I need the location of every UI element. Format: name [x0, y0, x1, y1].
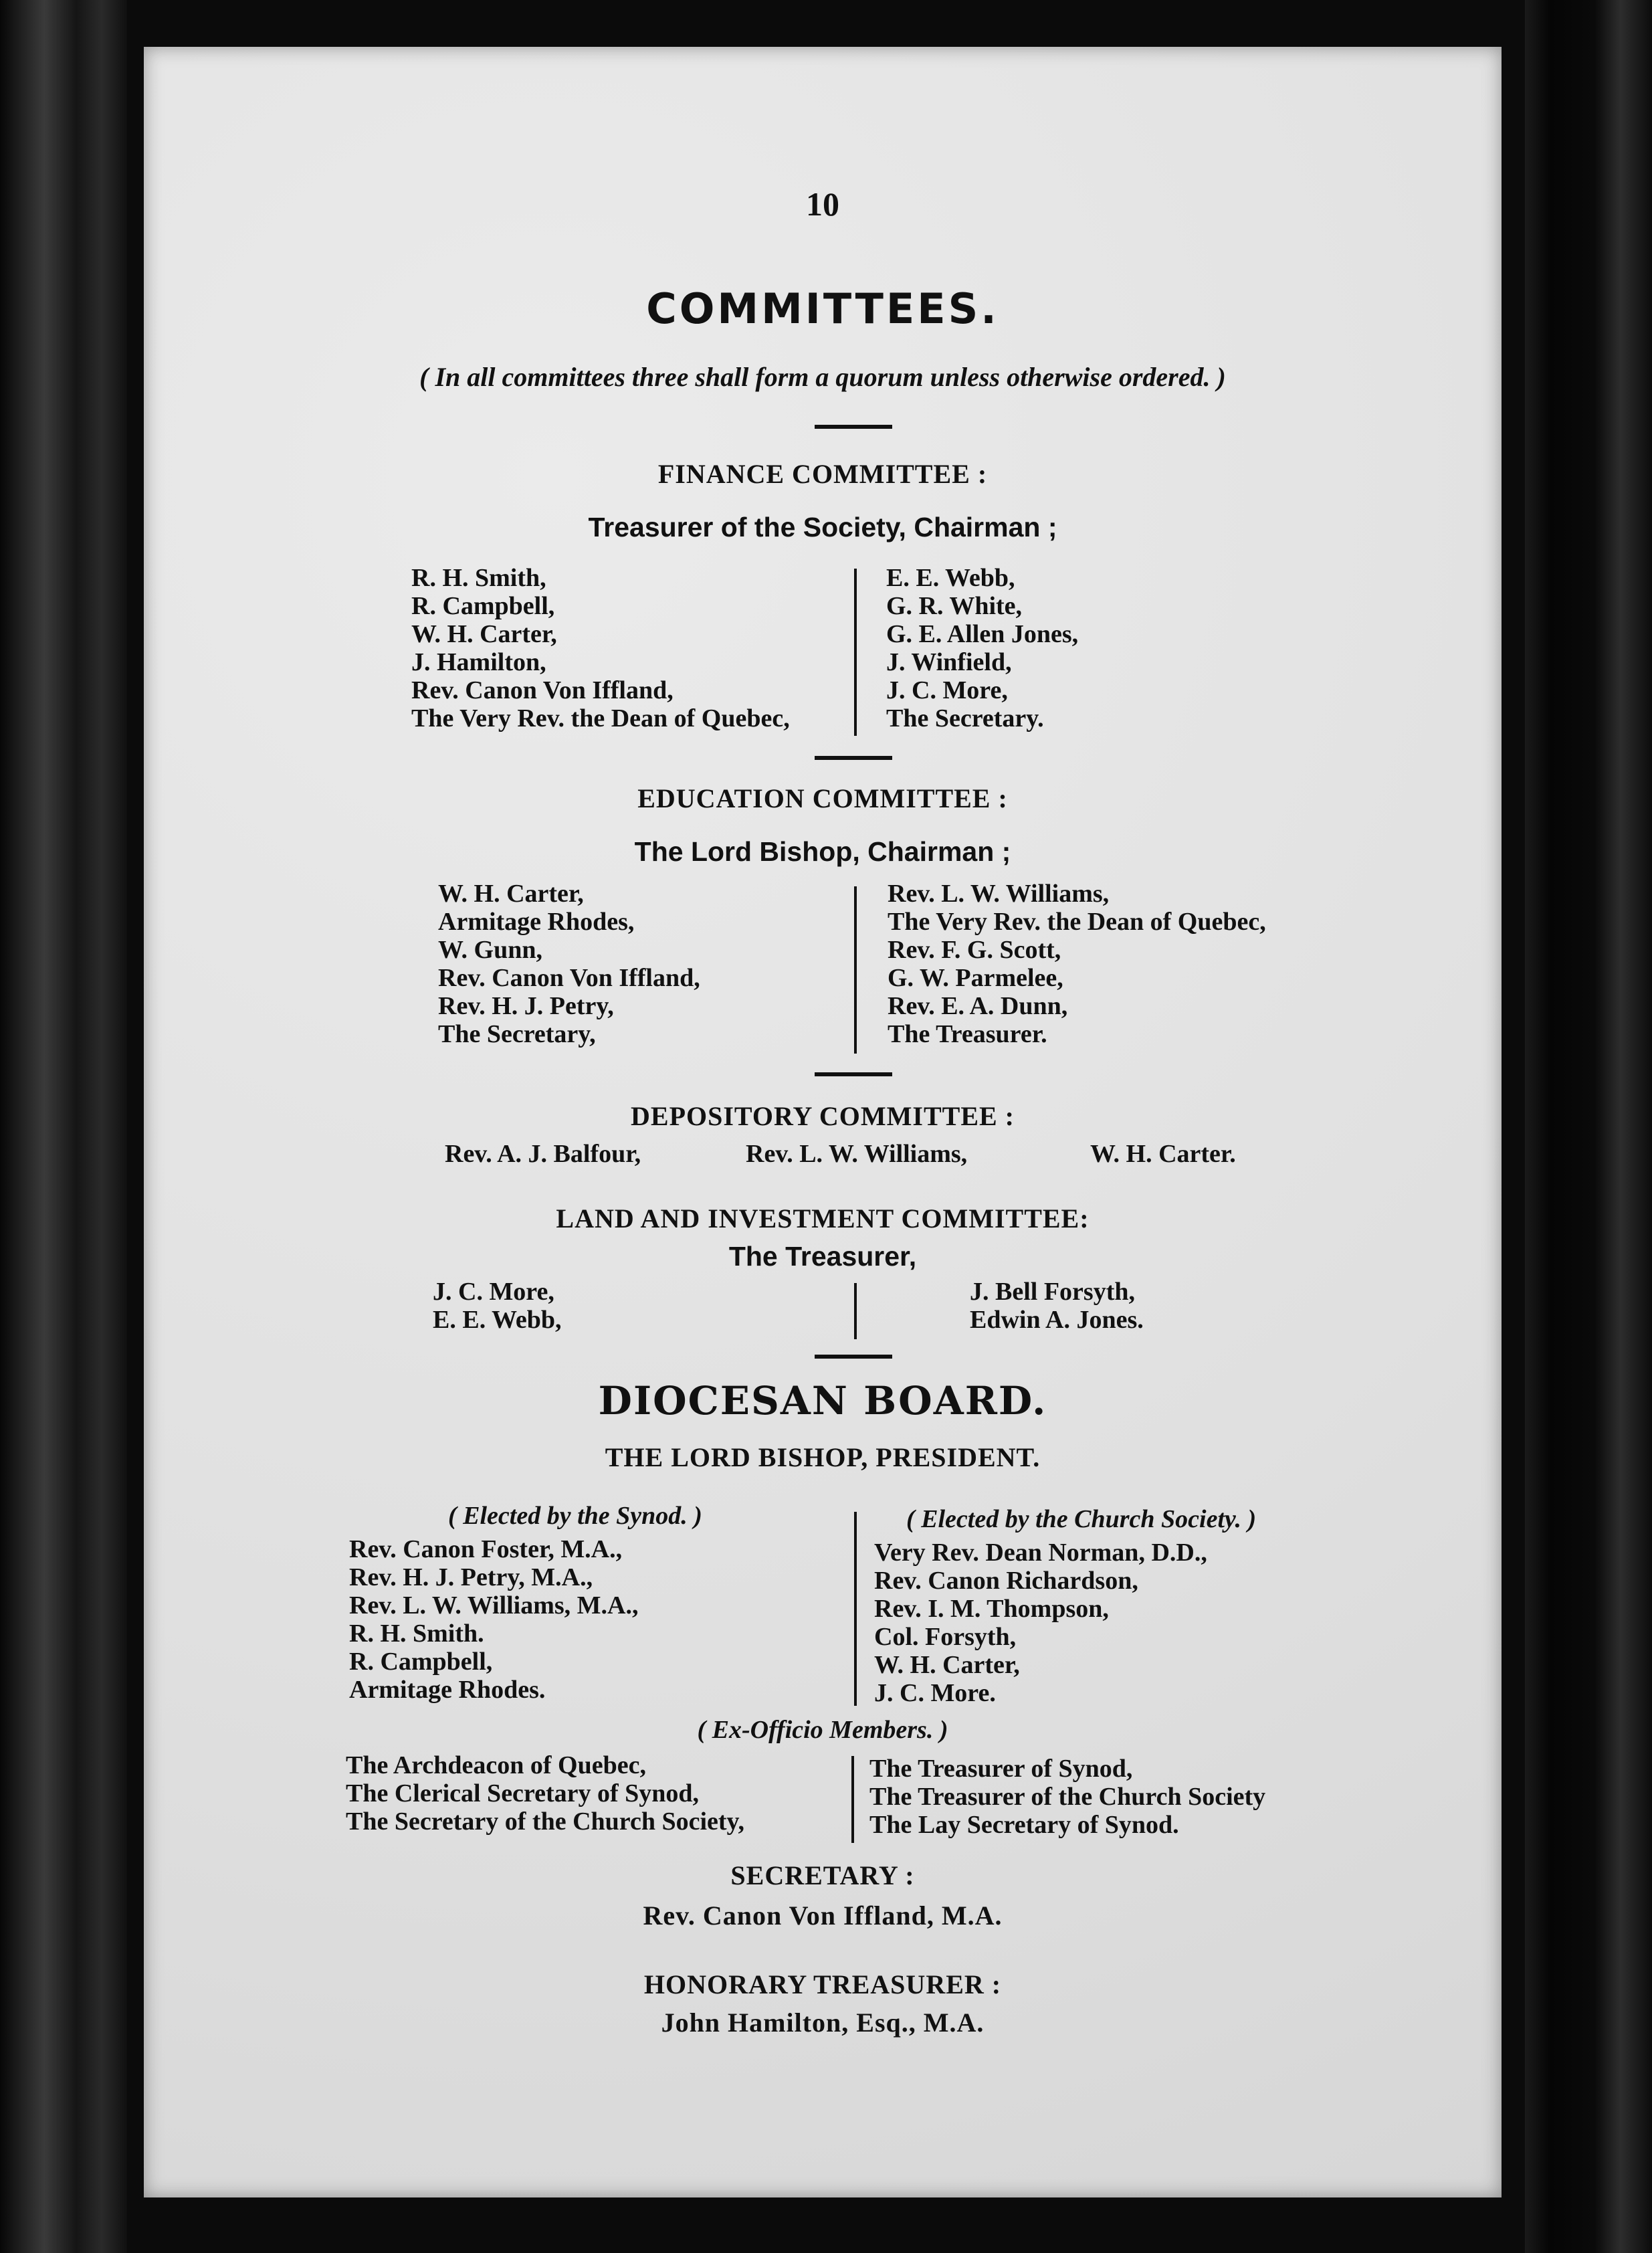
list-item: W. Gunn, [438, 936, 542, 964]
ex-officio-label: ( Ex-Officio Members. ) [697, 1716, 948, 1744]
land-left-members [433, 1278, 562, 1334]
depository-member: Rev. A. J. Balfour, [445, 1140, 641, 1168]
list-item: J. Bell Forsyth, [970, 1278, 1135, 1306]
board-title: DIOCESAN BOARD. [598, 1378, 1047, 1424]
list-item: W. H. Carter, [874, 1651, 1020, 1679]
document-page [144, 47, 1502, 2197]
list-item: Very Rev. Dean Norman, D.D., [874, 1539, 1207, 1567]
finance-left-members [411, 564, 790, 732]
list-item: J. Hamilton, [411, 648, 546, 676]
column-separator [851, 1756, 854, 1843]
list-item: W. H. Carter, [411, 620, 557, 648]
depository-heading: DEPOSITORY COMMITTEE : [631, 1101, 1015, 1131]
education-heading: EDUCATION COMMITTEE : [637, 783, 1008, 813]
synod-members [349, 1535, 639, 1704]
list-item: J. C. More, [886, 676, 1008, 704]
education-left-members [438, 880, 700, 1048]
list-item: The Very Rev. the Dean of Quebec, [411, 704, 790, 732]
list-item: Armitage Rhodes, [438, 908, 635, 936]
list-item: Rev. L. W. Williams, [888, 880, 1110, 908]
depository-member: W. H. Carter. [1090, 1140, 1236, 1168]
list-item: W. H. Carter, [438, 880, 584, 908]
list-item: The Clerical Secretary of Synod, [346, 1779, 700, 1807]
quorum-note: ( In all committees three shall form a quorum unless otherwise ordered. ) [419, 362, 1226, 392]
treasurer-heading: HONORARY TREASURER : [643, 1969, 1002, 1999]
list-item: The Treasurer of Synod, [869, 1755, 1133, 1783]
list-item: Rev. Canon Foster, M.A., [349, 1535, 623, 1563]
finance-chairman: Treasurer of the Society, Chairman ; [588, 512, 1057, 543]
list-item: Armitage Rhodes. [349, 1676, 546, 1704]
ex-officio-left [346, 1751, 744, 1836]
list-item: Rev. L. W. Williams, M.A., [349, 1591, 639, 1620]
list-item: J. C. More. [874, 1679, 996, 1707]
list-item: Rev. Canon Von Iffland, [411, 676, 674, 704]
page-title: COMMITTEES. [646, 284, 999, 333]
list-item: The Secretary, [438, 1020, 596, 1048]
synod-label: ( Elected by the Synod. ) [448, 1502, 702, 1530]
board-president: THE LORD BISHOP, PRESIDENT. [605, 1442, 1041, 1472]
education-right-members [888, 880, 1266, 1048]
divider [815, 1355, 892, 1359]
treasurer-name: John Hamilton, Esq., M.A. [661, 2007, 985, 2038]
list-item: R. H. Smith. [349, 1620, 484, 1648]
list-item: J. C. More, [433, 1278, 554, 1306]
land-right-members [970, 1278, 1144, 1334]
secretary-heading: SECRETARY : [730, 1860, 915, 1890]
column-separator [854, 886, 857, 1054]
column-separator [854, 569, 857, 736]
depository-member: Rev. L. W. Williams, [746, 1140, 968, 1168]
list-item: R. Campbell, [349, 1648, 493, 1676]
divider [815, 756, 892, 760]
finance-right-members [886, 564, 1078, 732]
list-item: Rev. H. J. Petry, M.A., [349, 1563, 593, 1591]
divider [815, 425, 892, 429]
land-chairman: The Treasurer, [728, 1241, 917, 1272]
list-item: E. E. Webb, [886, 564, 1015, 592]
list-item: Rev. E. A. Dunn, [888, 992, 1068, 1020]
list-item: E. E. Webb, [433, 1306, 562, 1334]
list-item: The Secretary of the Church Society, [346, 1807, 744, 1836]
list-item: G. R. White, [886, 592, 1023, 620]
list-item: The Very Rev. the Dean of Quebec, [888, 908, 1266, 936]
list-item: The Lay Secretary of Synod. [869, 1811, 1179, 1839]
list-item: Col. Forsyth, [874, 1623, 1017, 1651]
list-item: R. H. Smith, [411, 564, 546, 592]
list-item: J. Winfield, [886, 648, 1012, 676]
land-heading: LAND AND INVESTMENT COMMITTEE: [556, 1203, 1090, 1234]
left-page-edge [0, 0, 127, 2253]
list-item: G. W. Parmelee, [888, 964, 1063, 992]
finance-heading: FINANCE COMMITTEE : [657, 459, 988, 489]
list-item: The Treasurer. [888, 1020, 1047, 1048]
list-item: The Treasurer of the Church Society [869, 1783, 1266, 1811]
divider [815, 1072, 892, 1076]
ex-officio-right [869, 1755, 1265, 1839]
list-item: Rev. F. G. Scott, [888, 936, 1061, 964]
list-item: Edwin A. Jones. [970, 1306, 1144, 1334]
education-chairman: The Lord Bishop, Chairman ; [634, 836, 1011, 867]
list-item: Rev. Canon Richardson, [874, 1567, 1138, 1595]
right-page-edge [1525, 0, 1652, 2253]
secretary-name: Rev. Canon Von Iffland, M.A. [643, 1900, 1003, 1931]
list-item: Rev. Canon Von Iffland, [438, 964, 700, 992]
column-separator [854, 1283, 857, 1339]
column-separator [854, 1512, 857, 1706]
list-item: Rev. H. J. Petry, [438, 992, 614, 1020]
list-item: Rev. I. M. Thompson, [874, 1595, 1109, 1623]
society-members [874, 1539, 1207, 1707]
list-item: The Secretary. [886, 704, 1044, 732]
list-item: G. E. Allen Jones, [886, 620, 1079, 648]
list-item: The Archdeacon of Quebec, [346, 1751, 646, 1779]
page-number: 10 [806, 185, 839, 223]
society-label: ( Elected by the Church Society. ) [906, 1505, 1257, 1533]
list-item: R. Campbell, [411, 592, 555, 620]
